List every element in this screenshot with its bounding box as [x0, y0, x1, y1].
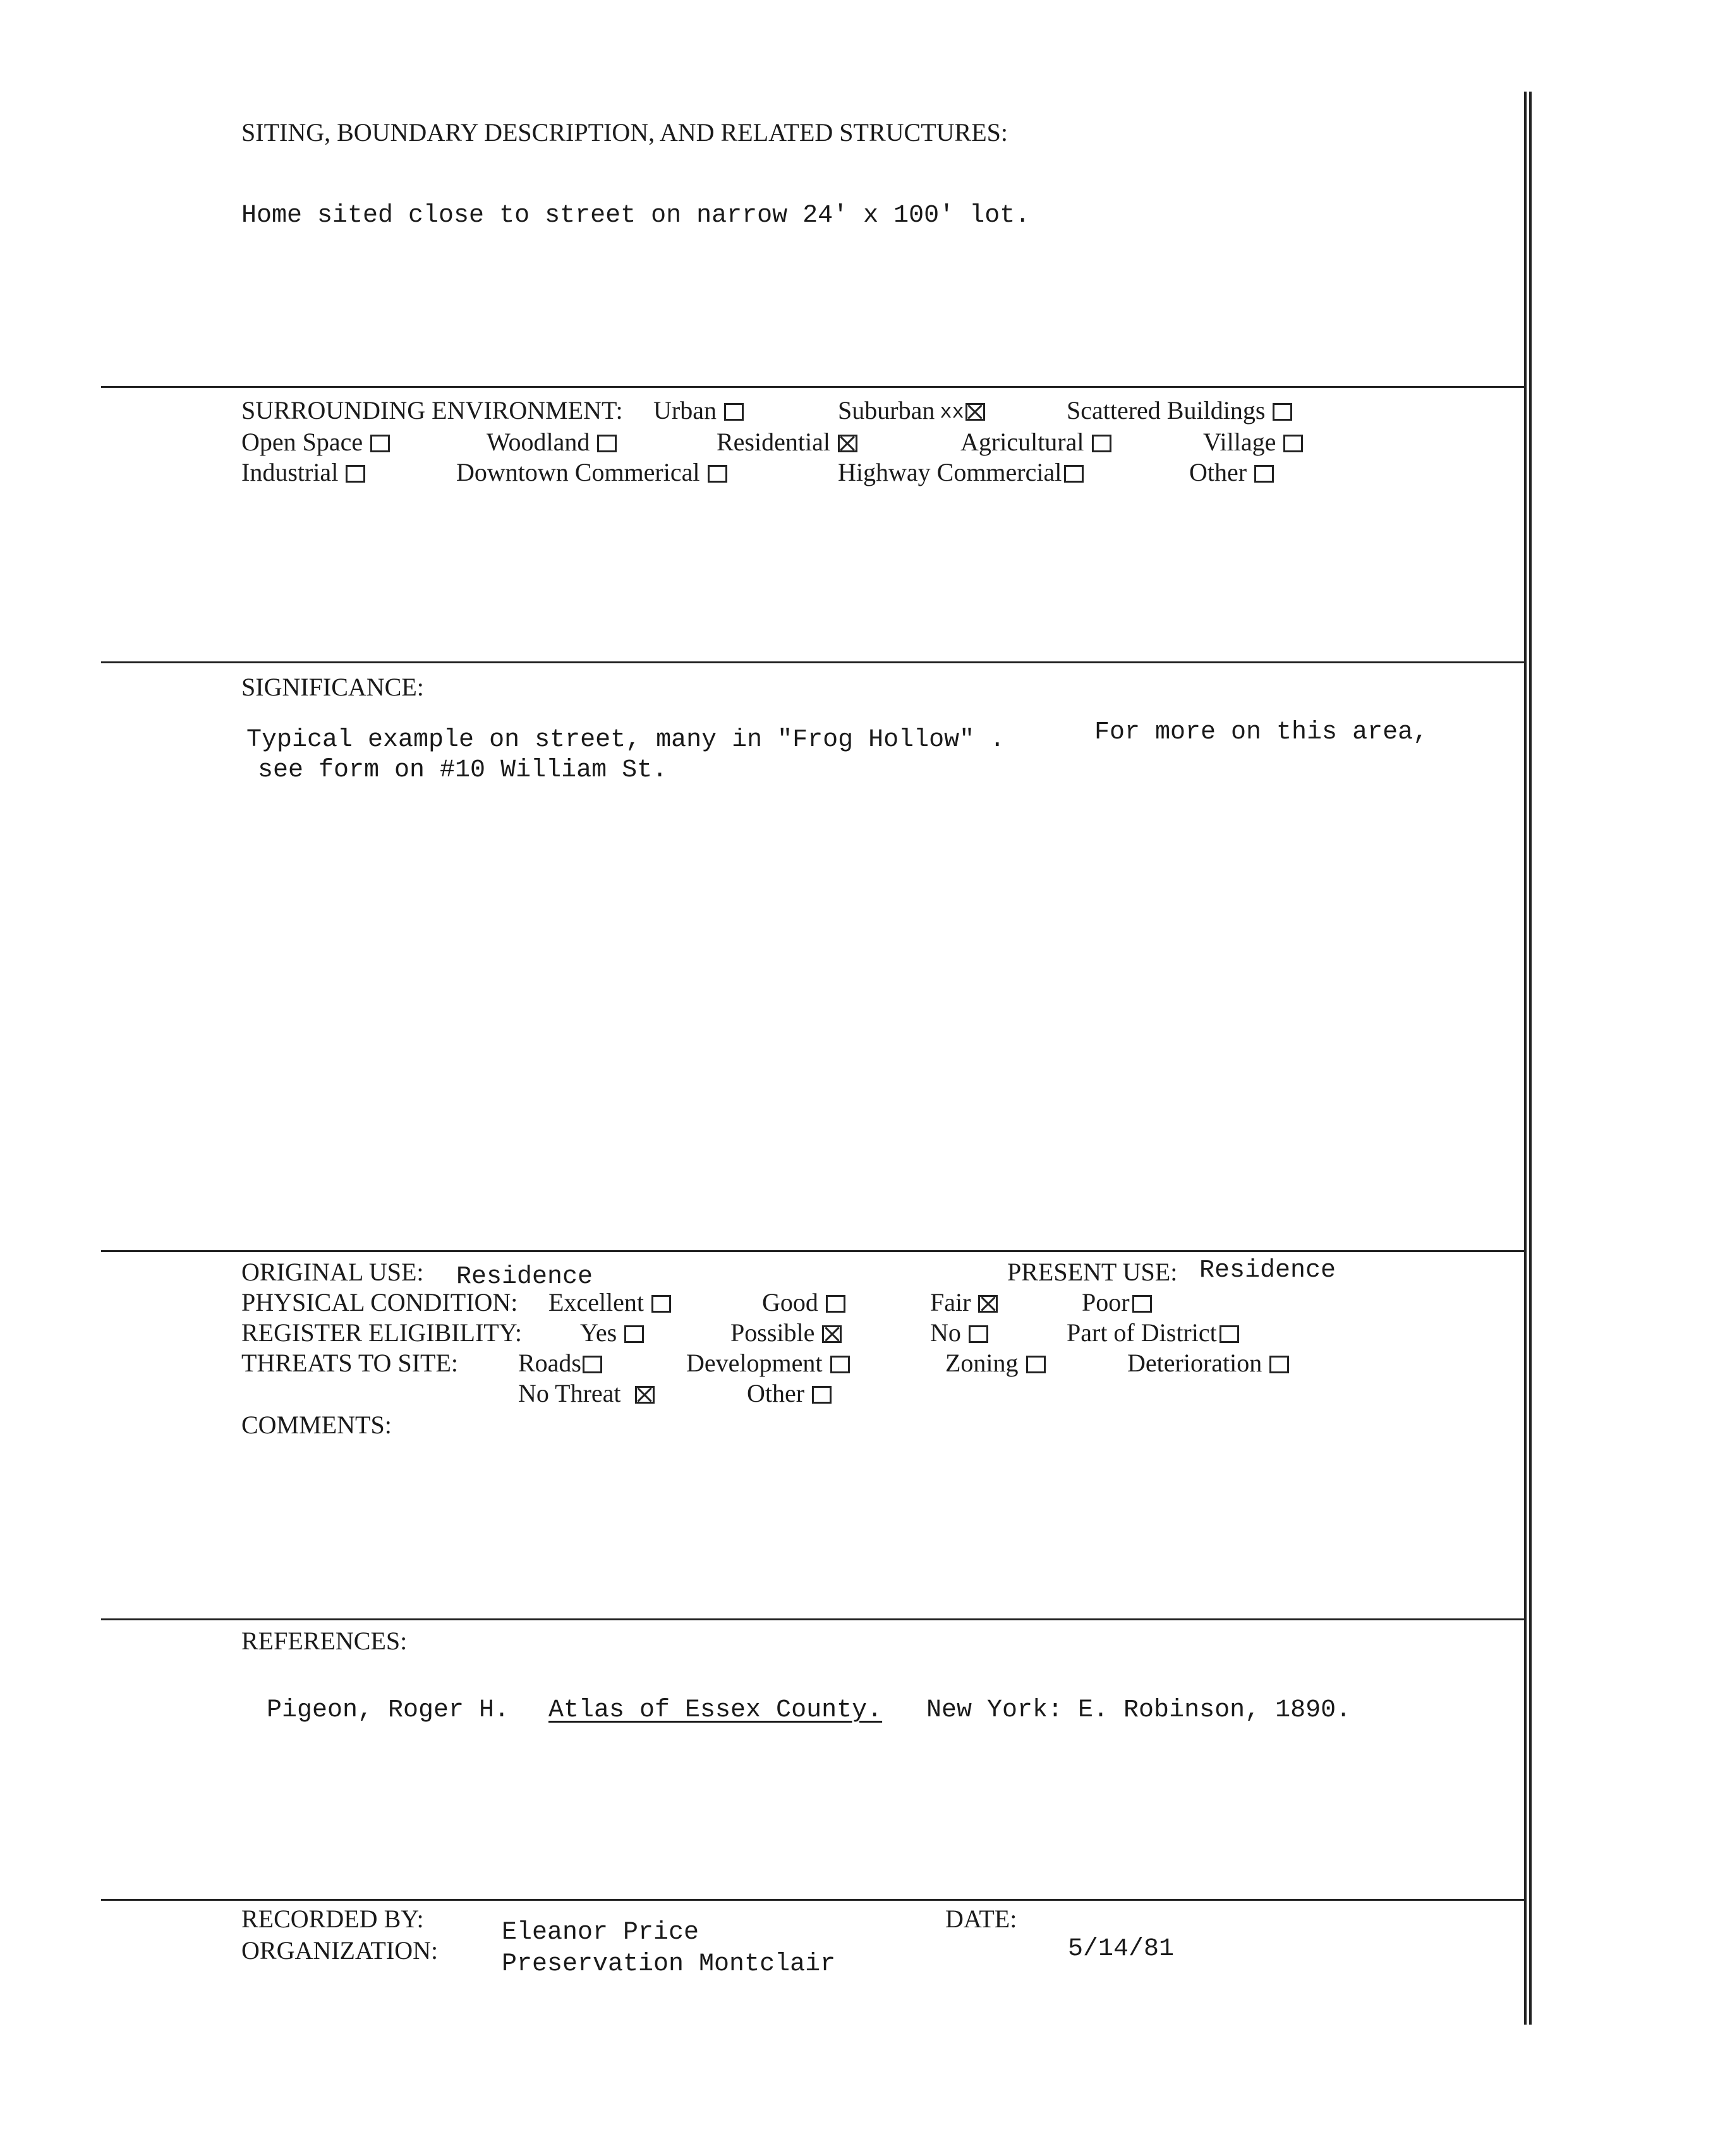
organization-label: ORGANIZATION:	[241, 1936, 439, 1965]
recorded-by-value: Eleanor Price	[502, 1918, 699, 1947]
threat-development: Development	[686, 1351, 850, 1376]
checkbox-woodland[interactable]	[597, 435, 617, 452]
checkbox-industrial[interactable]	[346, 465, 365, 483]
section-divider	[101, 386, 1524, 388]
siting-header: SITING, BOUNDARY DESCRIPTION, AND RELATED STRUCTURES:	[241, 118, 1008, 147]
checkbox-no-threat[interactable]	[635, 1386, 655, 1404]
significance-header: SIGNIFICANCE:	[241, 673, 424, 701]
env-urban: Urban	[653, 398, 744, 423]
env-open-space: Open Space	[241, 430, 390, 455]
threat-deterioration: Deterioration	[1127, 1351, 1289, 1376]
checkbox-possible[interactable]	[822, 1325, 842, 1343]
organization-value: Preservation Montclair	[502, 1950, 836, 1978]
checkbox-other[interactable]	[1254, 465, 1274, 483]
checkbox-no[interactable]	[969, 1325, 988, 1343]
env-highway: Highway Commercial	[838, 460, 1084, 485]
threat-zoning: Zoning	[945, 1351, 1046, 1376]
date-label: DATE:	[945, 1905, 1017, 1933]
checkbox-excellent[interactable]	[651, 1295, 671, 1313]
threat-other: Other	[747, 1381, 832, 1406]
env-industrial: Industrial	[241, 460, 365, 485]
section-divider	[101, 1618, 1524, 1620]
checkbox-village[interactable]	[1283, 435, 1303, 452]
threats-label: THREATS TO SITE:	[241, 1349, 458, 1377]
checkbox-development[interactable]	[830, 1356, 850, 1373]
section-divider	[101, 661, 1524, 663]
checkbox-downtown-commercial[interactable]	[708, 465, 727, 483]
checkbox-open-space[interactable]	[370, 435, 390, 452]
cond-poor: Poor	[1082, 1290, 1152, 1315]
env-scattered: Scattered Buildings	[1067, 398, 1292, 423]
env-village: Village	[1203, 430, 1303, 455]
threat-no-threat: No Threat	[518, 1381, 655, 1406]
comments-label: COMMENTS:	[241, 1411, 392, 1439]
significance-line-1-cont: For more on this area,	[1094, 718, 1429, 747]
elig-yes: Yes	[580, 1320, 644, 1346]
env-downtown: Downtown Commerical	[456, 460, 727, 485]
checkbox-yes[interactable]	[624, 1325, 644, 1343]
eligibility-label: REGISTER ELIGIBILITY:	[241, 1318, 523, 1347]
checkbox-threat-other[interactable]	[812, 1386, 832, 1404]
threat-roads: Roads	[518, 1351, 602, 1376]
reference-title: Atlas of Essex County.	[548, 1696, 883, 1725]
env-other: Other	[1189, 460, 1274, 485]
cond-good: Good	[762, 1290, 845, 1315]
present-use-label: PRESENT USE:	[1007, 1258, 1178, 1286]
checkbox-part-of-district[interactable]	[1220, 1325, 1239, 1343]
checkbox-residential[interactable]	[838, 435, 857, 452]
elig-district: Part of District	[1067, 1320, 1239, 1346]
references-header: REFERENCES:	[241, 1627, 408, 1655]
reference-publisher: New York: E. Robinson, 1890.	[926, 1696, 1352, 1725]
checkbox-good[interactable]	[826, 1295, 845, 1313]
cond-excellent: Excellent	[548, 1290, 671, 1315]
env-agricultural: Agricultural	[960, 430, 1111, 455]
elig-possible: Possible	[730, 1320, 842, 1346]
condition-label: PHYSICAL CONDITION:	[241, 1288, 518, 1316]
significance-line-2: see form on #10 William St.	[258, 756, 668, 785]
right-border-inner	[1529, 92, 1532, 2025]
recorded-by-label: RECORDED BY:	[241, 1905, 424, 1933]
original-use-label: ORIGINAL USE:	[241, 1258, 424, 1286]
checkbox-deterioration[interactable]	[1269, 1356, 1289, 1373]
significance-line-1: Typical example on street, many in "Frog Hollow" .	[246, 726, 1005, 754]
section-divider	[101, 1899, 1524, 1901]
checkbox-urban[interactable]	[724, 403, 744, 421]
elig-no: No	[930, 1320, 988, 1346]
env-residential: Residential	[717, 430, 857, 455]
siting-text: Home sited close to street on narrow 24' x 100' lot.	[241, 202, 1031, 230]
checkbox-agricultural[interactable]	[1092, 435, 1111, 452]
checkbox-scattered-buildings[interactable]	[1273, 403, 1292, 421]
reference-author: Pigeon, Roger H.	[267, 1696, 510, 1725]
environment-header: SURROUNDING ENVIRONMENT:	[241, 396, 623, 425]
env-suburban: Suburban xx	[838, 398, 985, 423]
checkbox-fair[interactable]	[978, 1295, 998, 1313]
cond-fair: Fair	[930, 1290, 998, 1315]
env-woodland: Woodland	[487, 430, 617, 455]
section-divider	[101, 1250, 1524, 1252]
original-use-value: Residence	[456, 1263, 593, 1291]
checkbox-zoning[interactable]	[1026, 1356, 1046, 1373]
checkbox-poor[interactable]	[1132, 1295, 1152, 1313]
checkbox-suburban[interactable]	[965, 403, 985, 421]
right-border-outer	[1524, 92, 1527, 2025]
checkbox-highway-commercial[interactable]	[1064, 465, 1084, 483]
present-use-value: Residence	[1199, 1256, 1336, 1285]
date-value: 5/14/81	[1068, 1935, 1175, 1963]
checkbox-roads[interactable]	[583, 1356, 602, 1373]
